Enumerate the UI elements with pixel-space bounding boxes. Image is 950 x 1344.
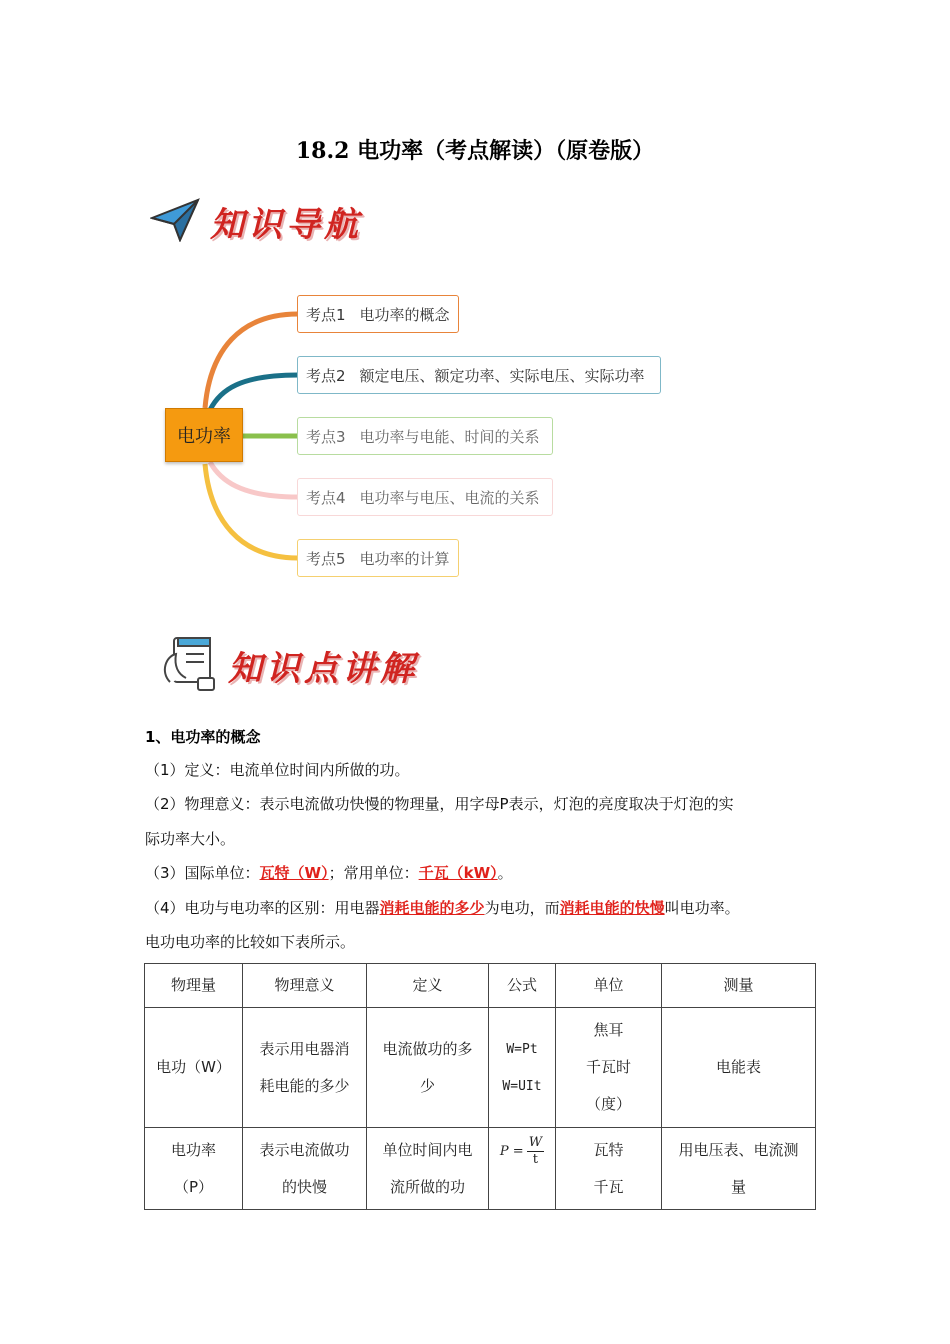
cell-line: 电功率 [170, 1140, 216, 1159]
banner-title: 知识导航 [210, 204, 362, 245]
section-heading: 1、电功率的概念 [145, 728, 261, 746]
table-cell: 电功（W） [145, 1008, 243, 1128]
leaf-tag: 考点1 [306, 305, 346, 324]
leaf-text: 电功率的概念 [359, 305, 450, 324]
table-cell [145, 1128, 243, 1210]
table-row [145, 1008, 816, 1128]
units-text: 。 [497, 864, 513, 882]
paragraph-units [145, 863, 513, 883]
table-header: 公式 [489, 964, 556, 1008]
paragraph-table-intro: 电功电功率的比较如下表所示。 [145, 933, 356, 951]
leaf-tag: 考点4 [306, 488, 346, 507]
cell-line: 流所做的功 [389, 1177, 465, 1196]
knowledge-explanation-banner [156, 632, 418, 698]
paragraph-meaning-line1: （2）物理意义：表示电流做功快慢的物理量，用字母P表示，灯泡的亮度取决于灯泡的实 [145, 795, 734, 813]
cell-line: 耗电能的多少 [259, 1076, 350, 1095]
table-header: 单位 [556, 964, 662, 1008]
mindmap-leaf-2 [297, 356, 661, 394]
mindmap-center: 电功率 [165, 408, 243, 462]
formula-denominator: t [532, 1152, 538, 1167]
table-header-row [145, 964, 816, 1008]
cell-line: （度） [585, 1095, 631, 1113]
mindmap-leaf-4 [297, 478, 553, 516]
si-unit-highlight: 瓦特（W） [259, 864, 329, 882]
table-cell [243, 1128, 367, 1210]
energy-amount-highlight: 消耗电能的多少 [379, 899, 485, 917]
mind-map [0, 280, 950, 600]
cell-line: 量 [730, 1177, 746, 1196]
formula-lhs: P = [499, 1144, 524, 1159]
table-header: 测量 [662, 964, 816, 1008]
leaf-tag: 考点5 [306, 549, 346, 568]
paragraph-meaning-line2: 际功率大小。 [145, 830, 236, 848]
cell-line: 瓦特 [593, 1140, 624, 1159]
table-cell [556, 1128, 662, 1210]
leaf-text: 电功率与电能、时间的关系 [359, 427, 540, 446]
leaf-tag: 考点2 [306, 366, 346, 385]
table-cell [367, 1128, 489, 1210]
mindmap-leaf-5 [297, 539, 459, 577]
table-cell [489, 1128, 556, 1210]
units-text: ；常用单位： [328, 864, 419, 882]
cell-line: 焦耳 [593, 1021, 624, 1039]
leaf-text: 电功率的计算 [359, 549, 450, 568]
leaf-text: 电功率与电压、电流的关系 [359, 488, 540, 507]
table-cell [556, 1008, 662, 1128]
table-cell [662, 1128, 816, 1210]
paper-plane-icon [150, 196, 200, 246]
mindmap-leaf-1 [297, 295, 459, 333]
difference-text: 叫电功率。 [664, 899, 740, 917]
difference-text: 为电功，而 [484, 899, 560, 917]
cell-line: 表示电流做功 [259, 1140, 350, 1159]
table-cell: 电能表 [662, 1008, 816, 1128]
formula-line: W=Pt [506, 1041, 538, 1057]
comparison-table [144, 963, 816, 1210]
knowledge-navigation-banner [150, 196, 362, 246]
cell-line: 用电压表、电流测 [678, 1140, 799, 1159]
formula-fraction [527, 1135, 544, 1168]
banner-title: 知识点讲解 [228, 648, 418, 689]
leaf-text: 额定电压、额定功率、实际电压、实际功率 [359, 366, 645, 385]
cell-line: 的快慢 [281, 1177, 327, 1196]
mindmap-leaf-3 [297, 417, 553, 455]
formula-numerator: W [528, 1135, 543, 1150]
cell-line: 千瓦 [593, 1177, 624, 1196]
difference-text: （4）电功与电功率的区别：用电器 [145, 899, 380, 917]
cell-line: 单位时间内电 [382, 1140, 473, 1159]
common-unit-highlight: 千瓦（kW） [418, 864, 498, 882]
cell-line: 少 [419, 1076, 435, 1095]
table-cell [489, 1008, 556, 1128]
table-cell [243, 1008, 367, 1128]
scroll-quill-icon [156, 632, 218, 698]
cell-line: （P） [173, 1177, 214, 1196]
table-header: 定义 [367, 964, 489, 1008]
table-header: 物理量 [145, 964, 243, 1008]
formula-line: W=UIt [502, 1078, 542, 1094]
paragraph-definition: （1）定义：电流单位时间内所做的功。 [145, 761, 410, 779]
table-row [145, 1128, 816, 1210]
units-text: （3）国际单位： [145, 864, 260, 882]
cell-line: 电流做功的多 [382, 1039, 473, 1058]
power-formula [500, 1133, 544, 1170]
paragraph-difference [145, 898, 740, 918]
energy-rate-highlight: 消耗电能的快慢 [559, 899, 665, 917]
leaf-tag: 考点3 [306, 427, 346, 446]
cell-line: 表示用电器消 [259, 1039, 350, 1058]
cell-line: 千瓦时 [585, 1058, 631, 1076]
table-header: 物理意义 [243, 964, 367, 1008]
page-title: 18.2 电功率（考点解读）（原卷版） [295, 138, 655, 164]
table-cell [367, 1008, 489, 1128]
